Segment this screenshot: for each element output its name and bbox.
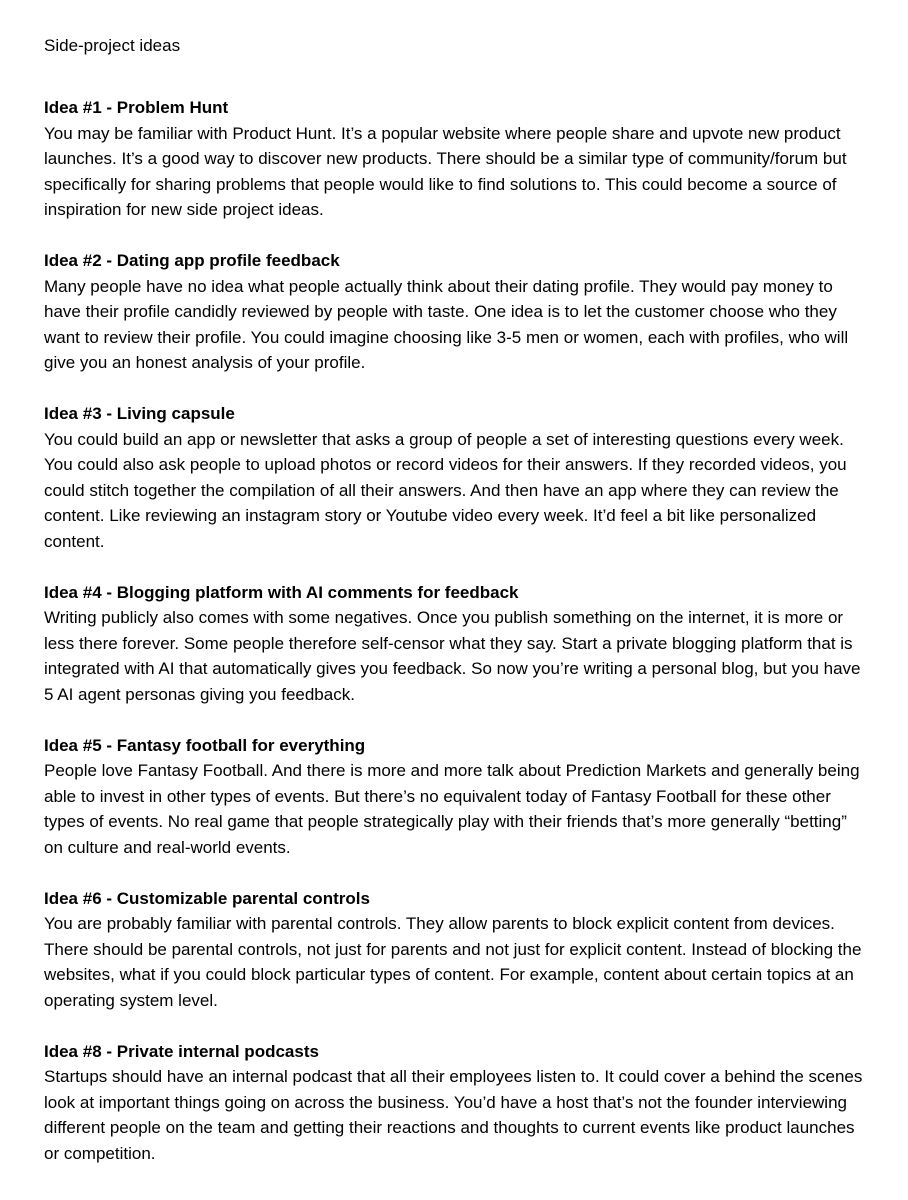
document-page bbox=[44, 33, 866, 1192]
idea-heading: Idea #2 - Dating app profile feedback bbox=[44, 251, 340, 270]
idea-section bbox=[44, 580, 866, 708]
idea-heading: Idea #6 - Customizable parental controls bbox=[44, 888, 370, 908]
idea-heading: Idea #1 - Problem Hunt bbox=[44, 98, 229, 117]
idea-body: You could build an app or newsletter that asks a group of people a set of interesting questions every week. You could also ask people to upload photos or record videos for their answers. If they recorded videos, you could stitch together the compilation of all their answers. And then have an app where they can review the content. Like reviewing an instagram story or Youtube video every week. It’d feel a bit like personalized content. bbox=[44, 429, 847, 551]
idea-body: You may be familiar with Product Hunt. It’s a popular website where people share and upvote new product launches. It’s a good way to discover new products. There should be a similar type of community/forum but specifically for sharing problems that people would like to find solutions to. This could become a source of inspiration for new side project ideas. bbox=[44, 123, 847, 219]
idea-body: Writing publicly also comes with some negatives. Once you publish something on the internet, it is more or less there forever. Some people therefore self-censor what they say. Start a private blogging platform that is integrated with AI that automatically gives you feedback. So now you’re writing a personal blog, but you have 5 AI agent personas giving you feedback. bbox=[44, 608, 861, 704]
idea-heading: Idea #5 - Fantasy football for everything bbox=[44, 735, 366, 755]
idea-body: You are probably familiar with parental controls. They allow parents to block explicit content from devices. There should be parental controls, not just for parents and not just for explicit content. Instead of blocking the websites, what if you could block particular types of content. For example, content about certain topics at an operating system level. bbox=[44, 914, 862, 1010]
idea-body: People love Fantasy Football. And there is more and more talk about Prediction Markets and generally being able to invest in other types of events. But there’s no equivalent today of Fantasy Football for these other types of events. No real game that people strategically play with their friends that’s more generally “betting” on culture and real-world events. bbox=[44, 761, 860, 857]
idea-body: Many people have no idea what people actually think about their dating profile. They would pay money to have their profile candidly reviewed by people with taste. One idea is to let the customer choose who they want to review their profile. You could imagine choosing like 3-5 men or women, each with profiles, who will give you an honest analysis of your profile. bbox=[44, 276, 849, 372]
idea-section bbox=[44, 95, 866, 223]
idea-section bbox=[44, 248, 866, 376]
idea-heading: Idea #3 - Living capsule bbox=[44, 404, 235, 423]
idea-section bbox=[44, 401, 866, 554]
idea-section bbox=[44, 1039, 866, 1167]
idea-body: Startups should have an internal podcast that all their employees listen to. It could cover a behind the scenes look at important things going on across the business. You’d have a host that’s not the founder interviewing different people on the team and getting their reactions and thoughts to current events like product launches or competition. bbox=[44, 1067, 863, 1163]
idea-heading: Idea #8 - Private internal podcasts bbox=[44, 1041, 319, 1061]
idea-section bbox=[44, 886, 866, 1014]
idea-section bbox=[44, 733, 866, 861]
document-title: Side-project ideas bbox=[44, 36, 181, 55]
idea-heading: Idea #4 - Blogging platform with AI comments for feedback bbox=[44, 582, 519, 602]
